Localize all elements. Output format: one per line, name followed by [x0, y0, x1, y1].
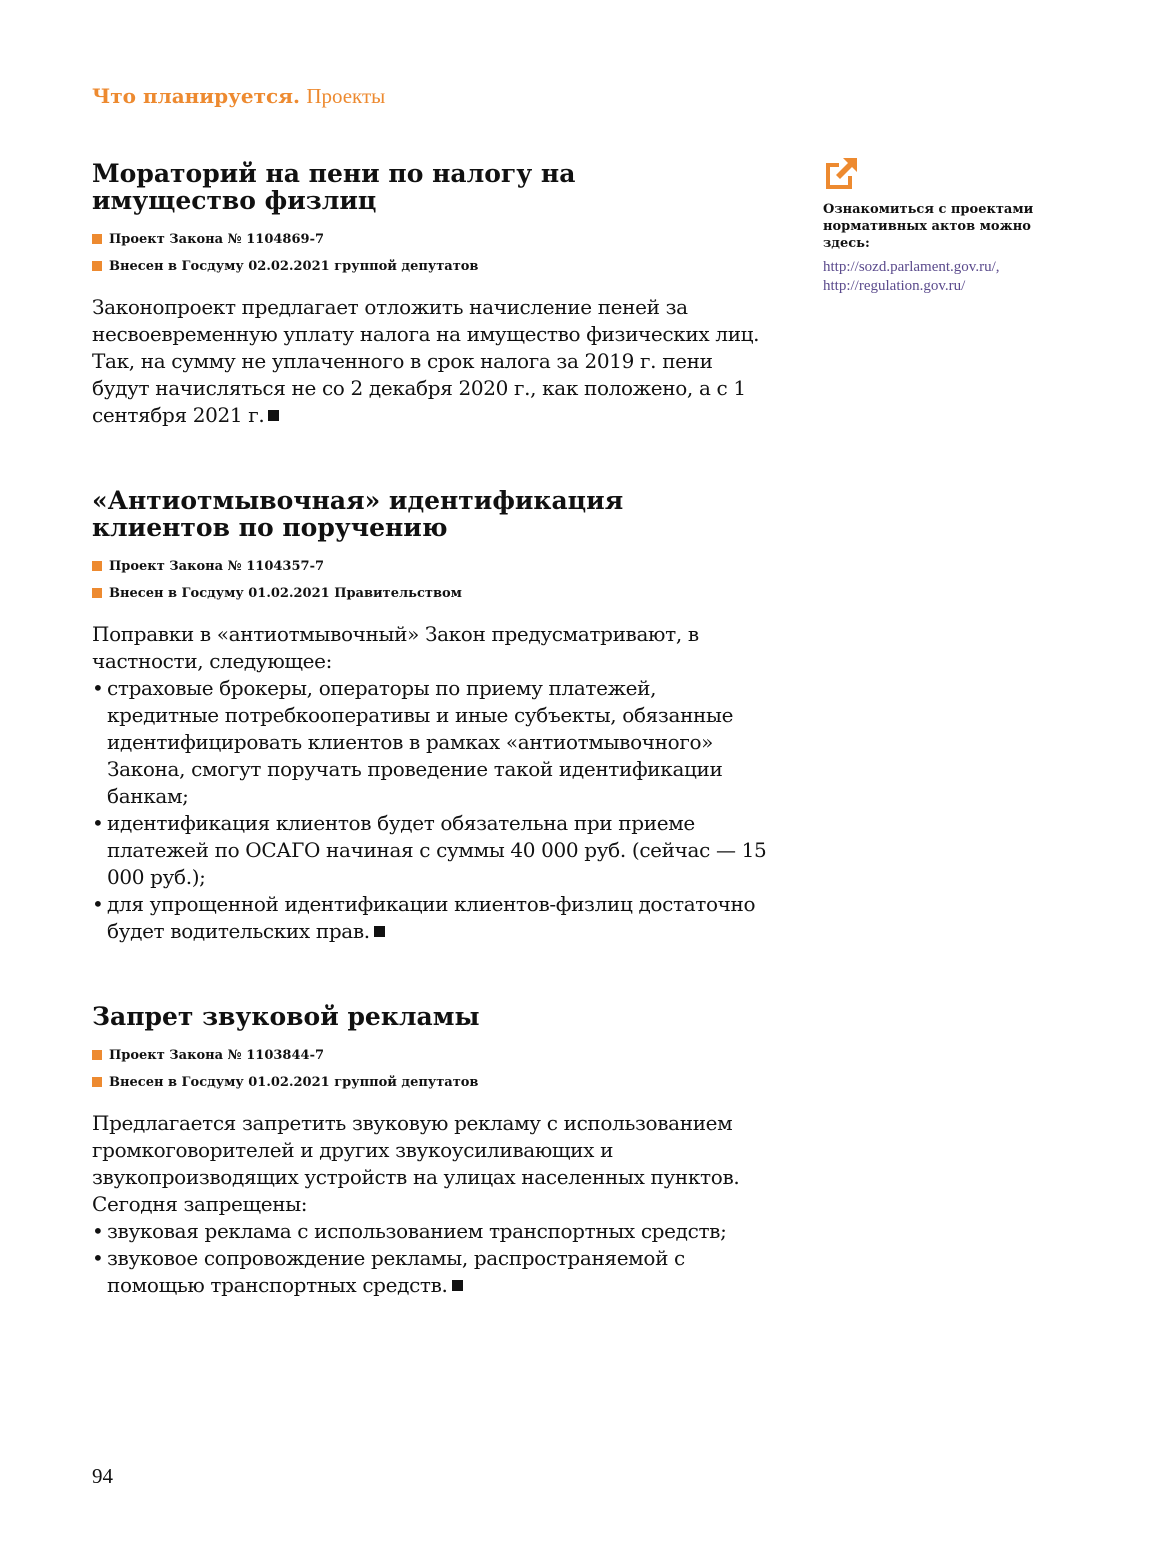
list-item — [92, 810, 768, 891]
meta-bill — [92, 1048, 782, 1063]
meta-bill — [92, 559, 782, 574]
bullet-dot-icon: • — [92, 676, 104, 700]
running-head-section: Что планируется. — [92, 84, 300, 108]
end-of-article-icon — [374, 926, 385, 937]
meta-submitted — [92, 586, 782, 601]
list-item-text: идентификация клиентов будет обязательна при приеме платежей по ОСАГО начиная с суммы 40 000 руб. (сейчас — 15 000 руб.); — [107, 811, 767, 889]
bullet-dot-icon: • — [92, 1219, 104, 1243]
article-property-tax-penalties — [92, 160, 782, 429]
list-item — [92, 1218, 768, 1245]
sidebar-note — [823, 156, 1063, 296]
article-paragraph: Предлагается запретить звуковую рекламу с использованием громкоговорителей и других звукоусиливающих и звукопроизводящих устройств на улицах населенных пунктов. Сегодня запрещены: — [92, 1111, 740, 1216]
list-item — [92, 1245, 768, 1299]
article-meta — [92, 232, 782, 274]
bullet-dot-icon: • — [92, 892, 104, 916]
end-of-article-icon — [268, 410, 279, 421]
article-body — [92, 294, 768, 429]
sidebar-links — [823, 258, 1063, 296]
article-body — [92, 1110, 768, 1299]
list-item-text: страховые брокеры, операторы по приему платежей, кредитные потребкооперативы и иные субъекты, обязанные идентифицировать клиентов в рамках «антиотмывочного» Закона, смогут поручать проведение такой идентификации банкам; — [107, 676, 734, 808]
square-bullet-icon — [92, 234, 102, 244]
article-title: Запрет звуковой рекламы — [92, 1002, 480, 1031]
square-bullet-icon — [92, 1050, 102, 1060]
submitted-info: Внесен в Госдуму 01.02.2021 Правительством — [109, 586, 462, 601]
bullet-list — [92, 1218, 768, 1299]
article-title: «Антиотмывочная» идентификация клиентов по поручению — [92, 486, 624, 542]
bullet-dot-icon: • — [92, 811, 104, 835]
square-bullet-icon — [92, 561, 102, 571]
article-meta — [92, 1048, 782, 1090]
square-bullet-icon — [92, 261, 102, 271]
list-item — [92, 891, 768, 945]
article-meta — [92, 559, 782, 601]
external-link-icon — [823, 156, 859, 192]
meta-submitted — [92, 259, 782, 274]
bill-number: Проект Закона № 1104357-7 — [109, 559, 325, 574]
end-of-article-icon — [452, 1280, 463, 1291]
page-number: 94 — [92, 1464, 113, 1488]
bullet-dot-icon: • — [92, 1246, 104, 1270]
submitted-info: Внесен в Госдуму 01.02.2021 группой депутатов — [109, 1075, 479, 1090]
article-aml-identification — [92, 487, 782, 945]
running-head-subsection: Проекты — [306, 84, 386, 108]
meta-bill — [92, 232, 782, 247]
article-sound-advertising-ban — [92, 1003, 782, 1299]
list-item-text: звуковое сопровождение рекламы, распространяемой с помощью транспортных средств. — [107, 1246, 685, 1297]
running-head — [92, 84, 385, 108]
list-item-text: звуковая реклама с использованием транспортных средств; — [107, 1219, 727, 1243]
article-paragraph: Поправки в «антиотмывочный» Закон предусматривают, в частности, следующее: — [92, 622, 699, 673]
submitted-info: Внесен в Госдуму 02.02.2021 группой депутатов — [109, 259, 479, 274]
square-bullet-icon — [92, 1077, 102, 1087]
bill-number: Проект Закона № 1104869-7 — [109, 232, 325, 247]
meta-submitted — [92, 1075, 782, 1090]
list-item — [92, 675, 768, 810]
bullet-list — [92, 675, 768, 945]
main-content — [92, 160, 782, 1357]
link-sozd-parlament[interactable]: http://sozd.parlament.gov.ru/, — [823, 259, 1000, 275]
article-title: Мораторий на пени по налогу на имущество физлиц — [92, 159, 576, 215]
sidebar-title: Ознакомиться с проектами нормативных актов можно здесь: — [823, 202, 1034, 251]
list-item-text: для упрощенной идентификации клиентов-физлиц достаточно будет водительских прав. — [107, 892, 756, 943]
article-body — [92, 621, 768, 945]
article-paragraph: Законопроект предлагает отложить начисление пеней за несвоевременную уплату налога на имущество физических лиц. Так, на сумму не уплаченного в срок налога за 2019 г. пени будут начисляться не со 2 декабря 2020 г., как положено, а с 1 сентября 2021 г. — [92, 295, 760, 427]
square-bullet-icon — [92, 588, 102, 598]
link-regulation[interactable]: http://regulation.gov.ru/ — [823, 278, 966, 294]
bill-number: Проект Закона № 1103844-7 — [109, 1048, 325, 1063]
